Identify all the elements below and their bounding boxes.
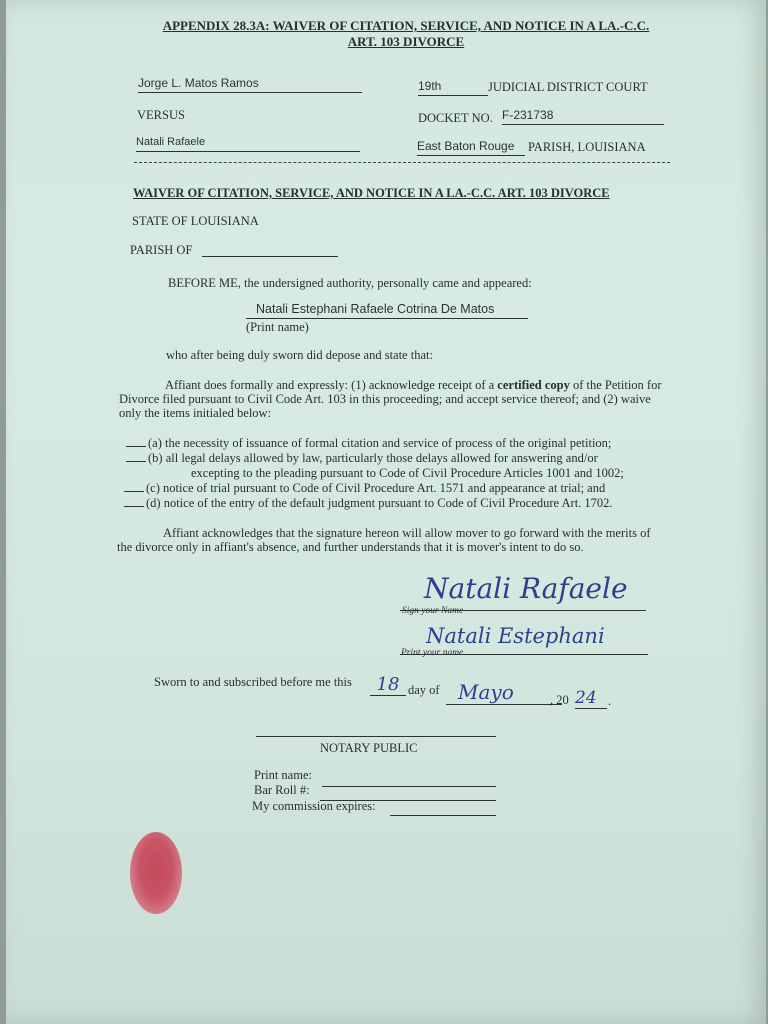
initial-blank-d[interactable] <box>124 506 144 507</box>
sworn-depose-text: who after being duly sworn did depose and state that: <box>166 348 433 362</box>
court-label: JUDICIAL DISTRICT COURT <box>488 80 648 94</box>
notary-print-name-line[interactable] <box>322 786 496 787</box>
plaintiff-name: Jorge L. Matos Ramos <box>138 76 362 93</box>
appendix-title-line2: ART. 103 DIVORCE <box>347 34 465 49</box>
item-a: (a) the necessity of issuance of formal citation and service of process of the original petition; <box>126 436 611 451</box>
red-thumbprint <box>130 832 182 914</box>
defendant-name: Natali Rafaele <box>136 136 360 152</box>
waiver-title: WAIVER OF CITATION, SERVICE, AND NOTICE IN A LA.-C.C. ART. 103 DIVORCE <box>133 186 610 200</box>
print-name-handwritten: Natali Estephani <box>426 624 605 648</box>
notary-signature-line[interactable] <box>256 736 496 737</box>
initial-blank-c[interactable] <box>124 491 144 492</box>
item-d: (d) notice of the entry of the default judgment pursuant to Code of Civil Procedure Art. 1702. <box>124 496 613 511</box>
sign-label: Sign your Name <box>402 606 464 616</box>
notary-commission-label: My commission expires: <box>252 799 376 813</box>
sworn-period: . <box>608 694 612 708</box>
document-page <box>6 0 766 1024</box>
parish-of-label: PARISH OF <box>130 243 193 257</box>
notary-print-name-label: Print name: <box>254 768 312 782</box>
versus-label: VERSUS <box>137 108 185 122</box>
sworn-prefix: Sworn to and subscribed before me this <box>154 675 352 689</box>
item-b-continued: excepting to the pleading pursuant to Code of Civil Procedure Articles 1001 and 1002; <box>191 466 624 480</box>
sworn-year: 24 <box>575 688 607 709</box>
docket-label: DOCKET NO. <box>418 111 493 125</box>
sworn-year-prefix: , 20 <box>550 693 569 707</box>
item-b: (b) all legal delays allowed by law, particularly those delays allowed for answering and/or <box>126 451 598 466</box>
sworn-day: 18 <box>370 674 406 696</box>
appendix-title-line1: APPENDIX 28.3A: WAIVER OF CITATION, SERVICE, AND NOTICE IN A LA.-C.C. <box>162 18 650 33</box>
affiant-name: Natali Estephani Rafaele Cotrina De Matos <box>246 302 528 319</box>
sworn-day-of: day of <box>408 683 440 697</box>
notary-bar-roll-label: Bar Roll #: <box>254 783 310 797</box>
parish-label: PARISH, LOUISIANA <box>528 140 646 154</box>
print-label: Print your name <box>401 648 464 658</box>
acknowledge-paragraph: Affiant acknowledges that the signature hereon will allow mover to go forward with the merits of the divorce only in affiant's absence, and further understands that it is mover's intent to do so. <box>117 526 651 554</box>
sworn-month: Mayo <box>446 680 562 705</box>
parish-name: East Baton Rouge <box>417 139 525 156</box>
notary-public-label: NOTARY PUBLIC <box>320 741 418 755</box>
district-number: 19th <box>418 79 488 96</box>
initial-blank-a[interactable] <box>126 446 146 447</box>
before-me-text: BEFORE ME, the undersigned authority, personally came and appeared: <box>168 276 532 290</box>
affiant-paragraph: Affiant does formally and expressly: (1) acknowledge receipt of a certified copy of the Petition for Divorce filed pursuant to Civil Code Art. 103 in this proceeding; and accept service thereof; and (2) waive only the items initialed below: <box>119 378 662 420</box>
print-name-label: (Print name) <box>246 320 309 334</box>
item-c: (c) notice of trial pursuant to Code of Civil Procedure Art. 1571 and appearance at trial; and <box>124 481 605 496</box>
caption-divider <box>134 162 670 163</box>
docket-number: F-231738 <box>502 108 664 125</box>
state-label: STATE OF LOUISIANA <box>132 214 259 228</box>
parish-of-blank <box>202 256 338 257</box>
signature-handwritten: Natali Rafaele <box>424 572 628 605</box>
notary-commission-line[interactable] <box>390 815 496 816</box>
initial-blank-b[interactable] <box>126 461 146 462</box>
